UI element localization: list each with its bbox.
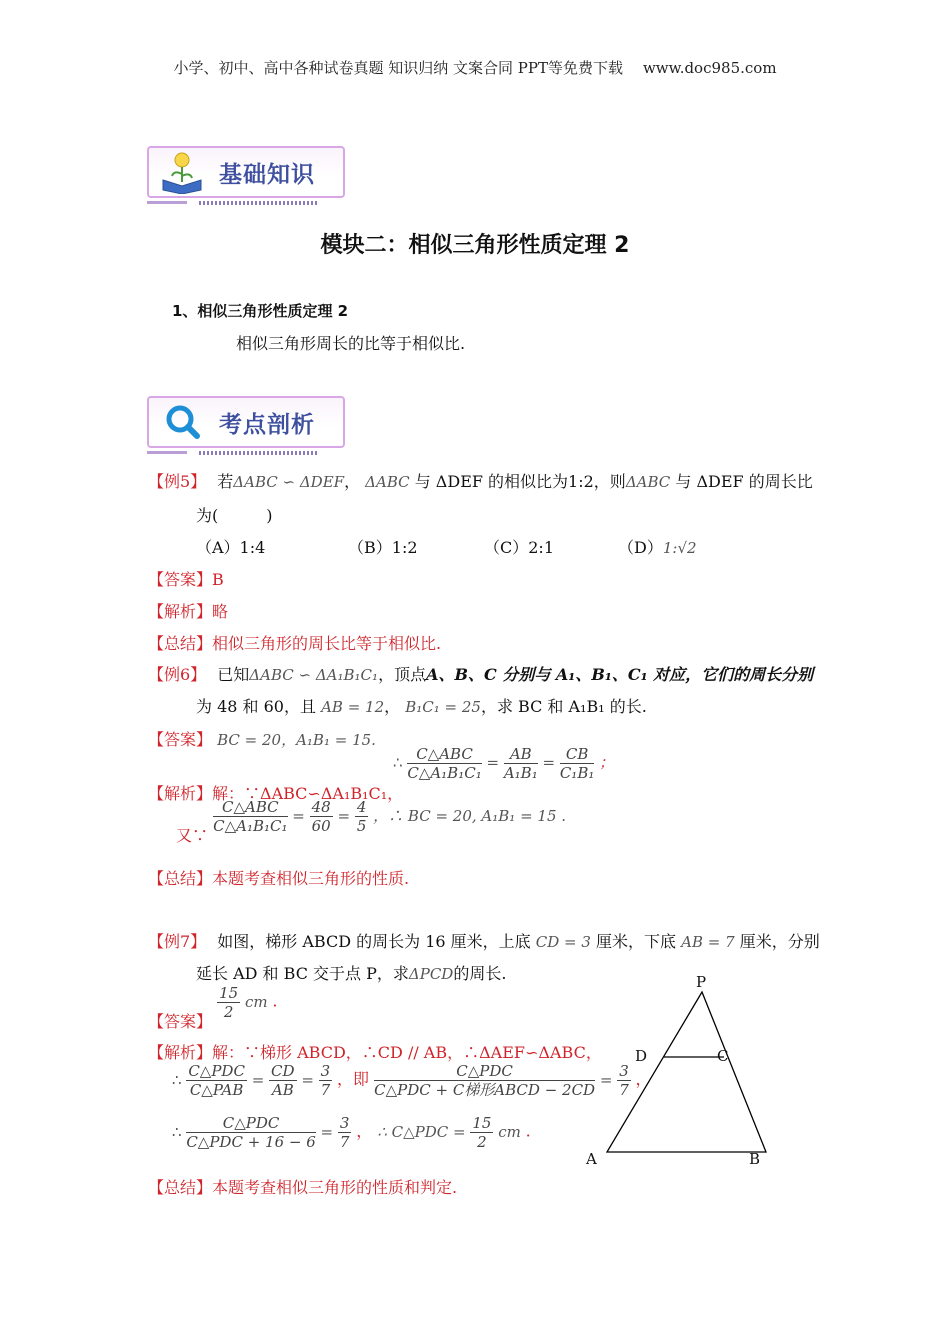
ex5-option-d: （D）1:√2	[618, 538, 697, 557]
ex7-tag: 【例7】	[148, 932, 207, 951]
ex7-analysis-line2: ∴ $\frac{\text{C△PDC}}{\text{C△PAB}}$ = $\frac{CD}{AB}$ = $\frac{3}{7}$ ，即 $\frac{\text{C△PDC}}{\text{C△PDC + C梯形ABCD − 2CD}}$ = $\frac{3}{7}$ ，	[172, 1062, 652, 1099]
page-title: 模块二：相似三角形性质定理 2	[320, 233, 630, 258]
ex6-summary: 【总结】本题考查相似三角形的性质.	[148, 869, 410, 888]
label-d: D	[635, 1047, 648, 1065]
ex5-option-c: （C）2:1	[484, 538, 554, 557]
ex6-question-line2: 为 48 和 60，且 AB = 12， B₁C₁ = 25，求 BC 和 A₁B₁ 的长.	[196, 697, 647, 716]
trapezoid-figure	[585, 970, 785, 1174]
theorem-heading: 1、相似三角形性质定理 2	[172, 302, 349, 320]
ex5-analysis: 【解析】略	[148, 602, 229, 621]
theorem-body: 相似三角形周长的比等于相似比.	[236, 334, 466, 353]
header-left-text: 小学、初中、高中各种试卷真题 知识归纳 文案合同 PPT等免费下载	[173, 59, 623, 77]
ex6-answer: 【答案】 BC = 20，A₁B₁ = 15.	[148, 730, 376, 749]
ex6-question-line1: 【例6】 已知ΔABC ∽ ΔA₁B₁C₁，顶点A、B、C 分别与 A₁、B₁、C₁ 对应，它们的周长分别	[148, 665, 814, 684]
label-b: B	[749, 1150, 761, 1168]
triangle-diagram	[585, 970, 785, 1170]
ex5-option-b: （B）1:2	[348, 538, 418, 557]
ex5-question-line2: 为( )	[196, 506, 273, 525]
ex5-answer: 【答案】B	[148, 570, 224, 589]
page-header	[0, 57, 950, 78]
label-c: C	[717, 1047, 729, 1065]
ex5-option-a: （A）1:4	[196, 538, 266, 557]
banner-exam-analysis-label: 考点剖析	[219, 412, 315, 438]
header-url: www.doc985.com	[642, 59, 777, 77]
ex5-tag: 【例5】	[148, 472, 207, 491]
ex7-question-line2: 延长 AD 和 BC 交于点 P，求ΔPCD的周长.	[196, 964, 507, 983]
magnifier-icon	[163, 402, 203, 440]
banner-basic-knowledge-label: 基础知识	[219, 162, 315, 188]
banner-basic-knowledge	[147, 146, 343, 206]
label-a: A	[586, 1150, 597, 1168]
ex7-analysis-line3: ∴ $\frac{\text{C△PDC}}{\text{C△PDC + 16 − 6}}$ = $\frac{3}{7}$ ， ∴ C△PDC = $\frac{15}{2}$ cm .	[172, 1114, 531, 1151]
ex7-answer: 【答案】 $\frac{15}{2}$ cm .	[148, 984, 278, 1031]
ex6-tag: 【例6】	[148, 665, 207, 684]
ex7-question-line1: 【例7】 如图，梯形 ABCD 的周长为 16 厘米，上底 CD = 3 厘米，下底 AB = 7 厘米，分别	[148, 932, 820, 951]
banner-exam-analysis	[147, 396, 343, 456]
ex7-summary: 【总结】本题考查相似三角形的性质和判定.	[148, 1178, 458, 1197]
triangle-pab	[607, 992, 766, 1152]
ex5-question-line1: 【例5】 若ΔABC ∽ ΔDEF， ΔABC 与 ΔDEF 的相似比为1:2，则ΔABC 与 ΔDEF 的周长比	[148, 472, 813, 491]
label-p: P	[696, 973, 707, 991]
ex6-analysis-line2: 又∵ $\frac{\text{C△ABC}}{\text{C△A₁B₁C₁}}$ = $\frac{48}{60}$ = $\frac{4}{5}$ ，∴ BC = 20, A₁B₁ = 15 .	[176, 798, 567, 845]
ex5-summary: 【总结】相似三角形的周长比等于相似比.	[148, 634, 442, 653]
ex7-analysis-line1: 【解析】解：∵梯形 ABCD，∴CD // AB，∴ΔAEF∽ΔABC，	[148, 1043, 602, 1062]
lightbulb-book-icon	[159, 150, 205, 194]
